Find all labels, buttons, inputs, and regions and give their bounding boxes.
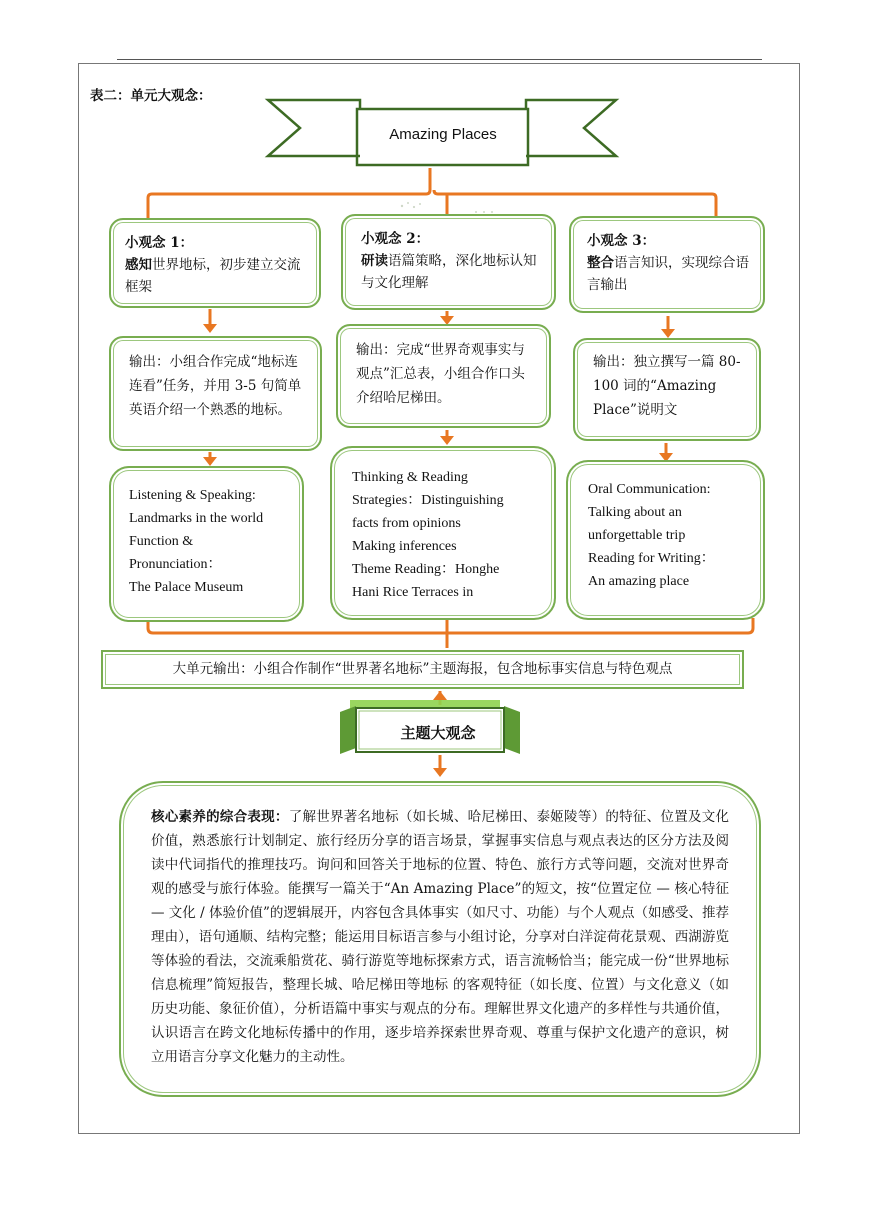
concept-box-3 [569,216,765,313]
concept-2-text: 语篇策略，深化地标认知与文化理解 [361,253,537,291]
table-label: 表二：单元大观念： [90,88,212,104]
lesson-3-line-4: Reading for Writing： [588,551,715,566]
concept-2-verb: 研读 [361,253,388,269]
lesson-3-line-3: unforgettable trip [588,528,686,543]
lesson-1-line-4: Pronunciation： [129,557,222,572]
output-3-text: 输出：独立撰写一篇 80-100 词的“Amazing Place”说明文 [593,354,741,418]
concept-2-heading: 小观念 2： [361,231,430,247]
lesson-2-line-5: Theme Reading：Honghe [352,562,500,577]
lesson-2-line-4: Making inferences [352,539,457,554]
output-box-1 [109,336,322,451]
concept-box-2 [341,214,556,310]
lesson-2-line-3: facts from opinions [352,516,461,531]
lesson-box-3 [566,460,765,620]
unit-title: Amazing Places [389,126,497,143]
unit-output-box [101,650,744,689]
lesson-1-line-5: The Palace Museum [129,580,244,595]
core-lead: 核心素养的综合表现： [151,809,289,825]
lesson-box-2 [330,446,556,620]
unit-output-text: 大单元输出：小组合作制作“世界著名地标”主题海报，包含地标事实信息与特色观点 [172,661,673,677]
concept-3-verb: 整合 [587,255,614,271]
concept-box-1 [109,218,321,308]
core-competency-box [119,781,761,1097]
concept-1-verb: 感知 [125,257,152,273]
lesson-1-line-2: Landmarks in the world [129,511,264,526]
concept-3-heading: 小观念 3： [587,233,656,249]
lesson-1-line-1: Listening & Speaking: [129,488,256,503]
concept-1-heading: 小观念 1： [125,235,194,251]
lesson-2-line-1: Thinking & Reading [352,470,468,485]
lesson-box-1 [109,466,304,622]
lesson-1-line-3: Function & [129,534,194,549]
lesson-3-line-5: An amazing place [588,574,690,589]
core-body: 了解世界著名地标（如长城、哈尼梯田、泰姬陵等）的特征、位置及文化价值，熟悉旅行计划制定、旅行经历分享的语言场景，掌握事实信息与观点表达的区分方法及阅读中代词指代的推理技巧。询问和回答关于地标的位置、特色、旅行方式等问题，交流对世界奇观的感受与旅行体验。能撰写一篇关于“An Amazing Place”的短文，按“位置定位 — 核心特征 — 文化 / 体验价值”的逻辑展开，内容包含具体事实（如尺寸、功能）与个人观点（如感受、推荐理由），语句通顺、结构完整；能运用目标语言参与小组讨论，分享对白洋淀荷花景观、西湖游览等体验的看法，交流乘船赏花、骑行游览等地标探索方式，语言流畅恰当；能完成一份“世界地标信息梳理”简短报告，整理长城、哈尼梯田等地标 的客观特征（如长度、位置）与文化意义（如历史功能、象征价值），分析语篇中事实与观点的分布。理解世界文化遗产的多样性与共通价值，认识语言在跨文化地标传播中的作用，逐步培养探索世界奇观、尊重与保护文化遗产的意识，树立用语言分享文化魅力的主动性。 [151,809,730,1065]
concept-3-text: 语言知识，实现综合语言输出 [587,255,749,293]
lesson-2-line-2: Strategies：Distinguishing [352,493,504,508]
concept-1-text: 世界地标，初步建立交流框架 [125,257,301,295]
lesson-3-line-2: Talking about an [588,505,682,520]
output-1-text: 输出：小组合作完成“地标连连看”任务，并用 3-5 句简单英语介绍一个熟悉的地标。 [129,354,302,418]
output-box-2 [336,324,551,428]
lesson-3-line-1: Oral Communication: [588,482,711,497]
output-box-3 [573,338,761,441]
lesson-2-line-6: Hani Rice Terraces in [352,585,474,600]
theme-label: 主题大观念 [400,724,476,742]
output-2-text: 输出：完成“世界奇观事实与观点”汇总表，小组合作口头介绍哈尼梯田。 [356,342,525,406]
